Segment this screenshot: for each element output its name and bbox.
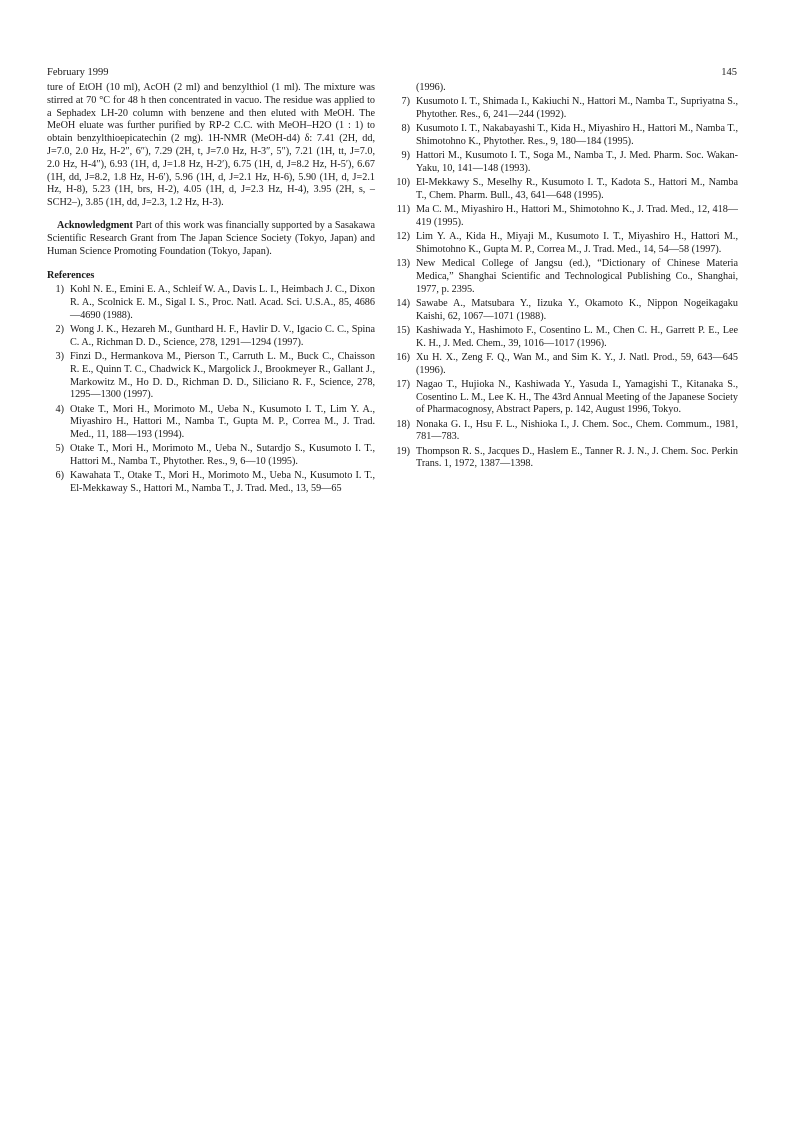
- reference-text: Kusumoto I. T., Shimada I., Kakiuchi N., Hattori M., Namba T., Supriyatna S., Phytother. Res., 6, 241—244 (1992).: [416, 96, 738, 120]
- reference-text: Kawahata T., Otake T., Mori H., Morimoto M., Ueba N., Kusumoto I. T., El-Mekkaway S., Hattori M., Namba T., J. Trad. Med., 13, 59—65: [70, 470, 375, 495]
- reference-text: New Medical College of Jangsu (ed.), “Dictionary of Chinese Materia Medica,” Shanghai Scientific and Technological Publishing Co., Shanghai, 1977, p. 2395.: [416, 258, 738, 295]
- reference-item: [47, 284, 375, 322]
- reference-number: 19): [396, 445, 410, 457]
- header-date: February 1999: [47, 67, 109, 78]
- reference-text: Otake T., Mori H., Morimoto M., Ueba N., Sutardjo S., Kusumoto I. T., Hattori M., Namba T., Phytother. Res., 9, 6—10 (1995).: [70, 443, 375, 468]
- reference-number: 9): [401, 150, 410, 162]
- reference-item: [393, 177, 738, 203]
- reference-item: [393, 325, 738, 351]
- left-column: [47, 82, 375, 497]
- page-header: [47, 66, 737, 80]
- reference-item: [393, 150, 738, 176]
- reference-number: 15): [396, 324, 410, 336]
- reference-number: 4): [55, 403, 64, 415]
- reference-item: [393, 379, 738, 417]
- header-page-number: 145: [721, 67, 737, 78]
- reference-item: [47, 404, 375, 442]
- reference-number: 17): [396, 378, 410, 390]
- reference-item: [47, 324, 375, 350]
- reference-text: Xu H. X., Zeng F. Q., Wan M., and Sim K. Y., J. Natl. Prod., 59, 643—645 (1996).: [416, 351, 738, 376]
- acknowledgment-text: Part of this work was financially supported by a Sasakawa Scientific Research Grant from The Japan Science Society (Tokyo, Japan) and Human Science Promoting Foundation (Tokyo, Japan).: [47, 219, 376, 257]
- reference-text: Finzi D., Hermankova M., Pierson T., Carruth L. M., Buck C., Chaisson R. E., Quinn T. C., Chadwick K., Margolick J., Brookmeyer R., Gallant J., Markowitz M., Ho D. D., Richman D. D., Siliciano R. F., Science, 278, 1295—1300 (1997).: [70, 350, 375, 401]
- reference-text: Otake T., Mori H., Morimoto M., Ueba N., Kusumoto I. T., Lim Y. A., Miyashiro H., Hattori M., Namba T., Gupta M. P., Correa M., J. Trad. Med., 11, 188—193 (1994).: [70, 403, 375, 441]
- reference-number: 18): [396, 418, 410, 430]
- reference-item: [393, 123, 738, 149]
- reference-number: 1): [55, 284, 64, 296]
- reference-text: Sawabe A., Matsubara Y., Iizuka Y., Okamoto K., Nippon Nogeikagaku Kaishi, 62, 1067—1071 (1988).: [416, 297, 738, 322]
- right-column: [393, 82, 738, 473]
- reference-text: Nagao T., Hujioka N., Kashiwada Y., Yasuda I., Yamagishi T., Kitanaka S., Cosentino L. M., Lee K. H., The 43rd Annual Meeting of the Japanese Society of Pharmacognosy, Abstract Papers, p. 142, August 1996, Tokyo.: [416, 378, 738, 416]
- reference-number: 7): [401, 96, 410, 108]
- acknowledgment: [47, 220, 375, 258]
- reference-item: [393, 96, 738, 122]
- reference-number: 2): [55, 323, 64, 335]
- reference-item: [47, 443, 375, 469]
- reference-6-continuation: (1996).: [416, 82, 446, 93]
- reference-item: [393, 419, 738, 445]
- reference-item: [393, 204, 738, 230]
- references-title: References: [47, 270, 95, 282]
- reference-number: 5): [55, 443, 64, 455]
- reference-number: 8): [401, 123, 410, 135]
- reference-number: 11): [396, 204, 410, 216]
- reference-number: 16): [396, 351, 410, 363]
- reference-text: Kashiwada Y., Hashimoto F., Cosentino L. M., Chen C. H., Garrett P. E., Lee K. H., J. Med. Chem., 39, 1016—1017 (1996).: [416, 324, 738, 349]
- reference-number: 14): [396, 297, 410, 309]
- reference-text: Wong J. K., Hezareh M., Gunthard H. F., Havlir D. V., Igacio C. C., Spina C. A., Richman D. D., Science, 278, 1291—1294 (1997).: [70, 323, 375, 348]
- reference-item: [393, 352, 738, 378]
- reference-item: [393, 298, 738, 324]
- reference-number: 12): [396, 231, 410, 243]
- references-list-right: [393, 96, 738, 471]
- reference-number: 3): [55, 350, 64, 362]
- reference-text: Thompson R. S., Jacques D., Haslem E., Tanner R. J. N., J. Chem. Soc. Perkin Trans. 1, 1972, 1387—1398.: [416, 445, 738, 470]
- reference-item: [393, 446, 738, 472]
- reference-text: Hattori M., Kusumoto I. T., Soga M., Namba T., J. Med. Pharm. Soc. Wakan-Yaku, 10, 141—148 (1993).: [416, 150, 738, 174]
- reference-text: Ma C. M., Miyashiro H., Hattori M., Shimotohno K., J. Trad. Med., 12, 418—419 (1995).: [416, 204, 738, 228]
- reference-number: 6): [55, 470, 64, 482]
- reference-text: El-Mekkawy S., Meselhy R., Kusumoto I. T., Kadota S., Hattori M., Namba T., Chem. Pharm. Bull., 43, 641—648 (1995).: [416, 177, 738, 201]
- reference-item: [47, 351, 375, 402]
- reference-item: [393, 231, 738, 257]
- reference-text: Kohl N. E., Emini E. A., Schleif W. A., Davis L. I., Heimbach J. C., Dixon R. A., Scolnick E. M., Sigal I. S., Proc. Natl. Acad. Sci. U.S.A., 85, 4686—4690 (1988).: [70, 284, 375, 321]
- acknowledgment-heading: Acknowledgment: [57, 219, 133, 231]
- reference-text: Lim Y. A., Kida H., Miyaji M., Kusumoto I. T., Miyashiro H., Hattori M., Shimotohno K., Gupta M. P., Correa M., J. Trad. Med., 14, 54—58 (1997).: [416, 231, 738, 255]
- reference-item: [47, 470, 375, 496]
- reference-item: [393, 258, 738, 296]
- experimental-paragraph: ture of EtOH (10 ml), AcOH (2 ml) and benzylthiol (1 ml). The mixture was stirred at 70 °C for 48 h then concentrated in vacuo. The residue was applied to a Sephadex LH-20 column with benzene and then eluted with MeOH. The MeOH eluate was further purified by RP-2 C.C. with MeOH–H2O (1 : 1) to obtain benzylthioepicatechin (2 mg). 1H-NMR (MeOH-d4) δ: 7.41 (2H, dd, J=7.0, 2.0 Hz, H-2″, 6″), 7.29 (2H, t, J=7.0 Hz, H-3″, 5″), 7.21 (1H, tt, J=7.0, 2.0 Hz, H-4″), 6.93 (1H, d, J=1.8 Hz, H-2′), 6.75 (1H, d, J=8.2 Hz, H-5′), 6.67 (1H, dd, J=8.2, 1.8 Hz, H-6′), 5.96 (1H, d, J=2.1 Hz, H-6), 5.90 (1H, d, J=2.1 Hz, H-8), 5.23 (1H, brs, H-2), 4.05 (1H, d, J=2.3 Hz, H-4), 3.95 (2H, s, –SCH2–), 3.85 (1H, dd, J=2.3, 1.2 Hz, H-3).: [47, 82, 375, 209]
- reference-number: 13): [396, 258, 410, 270]
- reference-text: Kusumoto I. T., Nakabayashi T., Kida H., Miyashiro H., Hattori M., Namba T., Shimotohno K., Phytother. Res., 9, 180—184 (1995).: [416, 123, 738, 147]
- reference-text: Nonaka G. I., Hsu F. L., Nishioka I., J. Chem. Soc., Chem. Commum., 1981, 781—783.: [416, 418, 738, 443]
- reference-number: 10): [396, 177, 410, 189]
- references-list-left: [47, 284, 375, 496]
